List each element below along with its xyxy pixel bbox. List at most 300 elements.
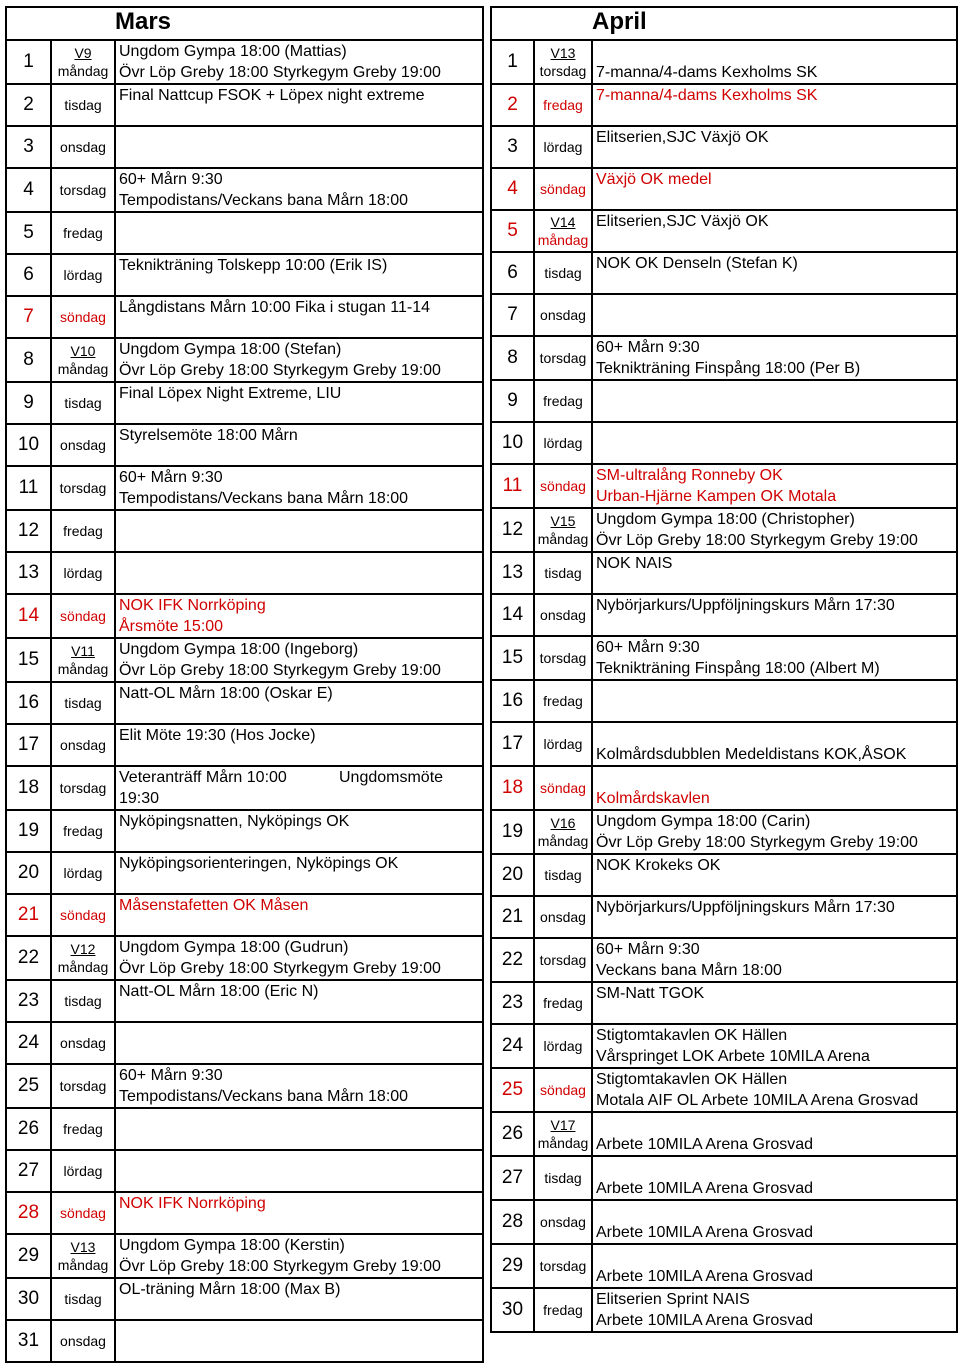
weekday-cell — [51, 1022, 115, 1064]
day-row — [491, 938, 957, 982]
weekday-name: söndag — [540, 780, 586, 796]
day-row — [6, 382, 483, 424]
event-cell — [115, 594, 483, 638]
day-number: 17 — [491, 722, 534, 766]
weekday-cell — [51, 594, 115, 638]
weekday-name: torsdag — [59, 780, 107, 796]
day-number: 23 — [491, 982, 534, 1024]
day-number: 11 — [491, 464, 534, 508]
weekday-cell — [51, 894, 115, 936]
weekday-name: tisdag — [64, 1291, 102, 1307]
event-cell — [115, 1192, 483, 1234]
day-row — [491, 168, 957, 210]
event-cell — [592, 552, 957, 594]
day-number: 10 — [491, 422, 534, 464]
month-title: April — [592, 7, 957, 40]
event-cell — [115, 40, 483, 84]
weekday-name: tisdag — [64, 395, 102, 411]
day-row — [491, 854, 957, 896]
day-number: 6 — [491, 252, 534, 294]
event-line: Elitserien,SJC Växjö OK — [596, 213, 769, 230]
weekday-name: onsdag — [60, 1333, 106, 1349]
event-cell — [592, 252, 957, 294]
event-cell — [115, 1234, 483, 1278]
day-row — [6, 1234, 483, 1278]
event-line — [596, 767, 956, 788]
weekday-cell — [51, 852, 115, 894]
event-cell — [115, 894, 483, 936]
weekday-name: fredag — [63, 523, 103, 539]
event-line: 60+ Mårn 9:30 — [119, 171, 223, 188]
event-cell — [115, 936, 483, 980]
event-line: NOK IFK Norrköping — [119, 597, 266, 614]
event-line: Växjö OK medel — [596, 171, 712, 188]
event-cell — [115, 1320, 483, 1362]
weekday-cell — [534, 594, 592, 636]
day-number: 15 — [6, 638, 51, 682]
weekday-cell — [51, 1278, 115, 1320]
weekday-cell — [534, 1068, 592, 1112]
weekday-name: söndag — [60, 309, 106, 325]
day-number: 8 — [491, 336, 534, 380]
weekday-name: onsdag — [540, 307, 586, 323]
day-number: 30 — [6, 1278, 51, 1320]
weekday-name: onsdag — [60, 1035, 106, 1051]
day-number: 20 — [6, 852, 51, 894]
weekday-name: söndag — [60, 608, 106, 624]
event-cell — [115, 1022, 483, 1064]
event-cell — [592, 938, 957, 982]
event-cell — [115, 296, 483, 338]
event-line — [596, 723, 956, 744]
event-line: 19:30 — [119, 790, 160, 807]
day-number: 31 — [6, 1320, 51, 1362]
event-line: Övr Löp Greby 18:00 Styrkegym Greby 19:00 — [596, 532, 918, 549]
event-cell — [115, 1150, 483, 1192]
weekday-name: söndag — [540, 478, 586, 494]
day-number: 14 — [491, 594, 534, 636]
day-number: 29 — [491, 1244, 534, 1288]
weekday-name: fredag — [63, 225, 103, 241]
event-line: Urban-Hjärne Kampen OK Motala — [596, 488, 837, 505]
event-cell — [115, 724, 483, 766]
weekday-cell — [534, 252, 592, 294]
weekday-cell — [51, 766, 115, 810]
day-number: 24 — [6, 1022, 51, 1064]
day-row — [491, 636, 957, 680]
day-row — [491, 40, 957, 84]
event-line: Elitserien Sprint NAIS — [596, 1291, 750, 1308]
event-cell — [592, 1112, 957, 1156]
event-line: Nybörjarkurs/Uppföljningskurs Mårn 17:30 — [596, 597, 895, 614]
weekday-cell — [51, 936, 115, 980]
weekday-cell — [51, 126, 115, 168]
weekday-name: lördag — [63, 267, 103, 283]
weekday-name: fredag — [543, 97, 583, 113]
week-number: V15 — [550, 513, 576, 529]
weekday-cell — [534, 982, 592, 1024]
day-number: 25 — [6, 1064, 51, 1108]
weekday-name: torsdag — [59, 182, 107, 198]
event-cell — [592, 1024, 957, 1068]
event-cell — [592, 294, 957, 336]
weekday-name: lördag — [63, 865, 103, 881]
event-line: Elitserien,SJC Växjö OK — [596, 129, 769, 146]
weekday-name: torsdag — [539, 350, 587, 366]
weekday-cell — [534, 1200, 592, 1244]
event-cell — [592, 40, 957, 84]
weekday-cell — [534, 294, 592, 336]
event-cell — [115, 424, 483, 466]
weekday-cell — [51, 382, 115, 424]
event-cell — [592, 380, 957, 422]
day-row — [491, 982, 957, 1024]
weekday-name: måndag — [57, 959, 109, 975]
event-line: Stigtomtakavlen OK Hällen — [596, 1071, 788, 1088]
event-cell — [115, 338, 483, 382]
weekday-cell — [534, 464, 592, 508]
event-cell — [592, 722, 957, 766]
weekday-name: onsdag — [60, 139, 106, 155]
week-number: V13 — [70, 1239, 96, 1255]
day-number: 30 — [491, 1288, 534, 1332]
event-line: Övr Löp Greby 18:00 Styrkegym Greby 19:00 — [119, 362, 441, 379]
event-line: Teknikträning Finspång 18:00 (Albert M) — [596, 660, 880, 677]
weekday-name: onsdag — [60, 437, 106, 453]
day-row — [6, 1320, 483, 1362]
event-cell — [115, 510, 483, 552]
day-number: 18 — [491, 766, 534, 810]
weekday-cell — [534, 680, 592, 722]
weekday-name: onsdag — [60, 737, 106, 753]
weekday-name: fredag — [543, 393, 583, 409]
day-row — [6, 1278, 483, 1320]
event-line: 7-manna/4-dams Kexholms SK — [596, 64, 818, 81]
event-line: Final Nattcup FSOK + Löpex night extreme — [119, 87, 425, 104]
day-row — [6, 1150, 483, 1192]
week-number: V17 — [550, 1117, 576, 1133]
day-row — [6, 724, 483, 766]
event-cell — [592, 1200, 957, 1244]
weekday-name: söndag — [540, 1082, 586, 1098]
day-row — [6, 254, 483, 296]
event-line: Arbete 10MILA Arena Grosvad — [596, 1224, 814, 1241]
weekday-cell — [51, 338, 115, 382]
event-line: 60+ Mårn 9:30 — [119, 1067, 223, 1084]
weekday-name: tisdag — [544, 867, 582, 883]
day-row — [491, 210, 957, 252]
event-cell — [115, 212, 483, 254]
day-number: 3 — [491, 126, 534, 168]
day-row — [6, 1064, 483, 1108]
weekday-cell — [534, 636, 592, 680]
event-cell — [115, 810, 483, 852]
day-number: 21 — [491, 896, 534, 938]
day-number: 4 — [491, 168, 534, 210]
day-number: 22 — [6, 936, 51, 980]
weekday-cell — [534, 1288, 592, 1332]
day-row — [6, 212, 483, 254]
event-line: Vårspringet LOK Arbete 10MILA Arena — [596, 1048, 870, 1065]
event-line — [596, 41, 956, 62]
event-line: Teknikträning Finspång 18:00 (Per B) — [596, 360, 861, 377]
day-row — [491, 1068, 957, 1112]
weekday-cell — [51, 724, 115, 766]
week-number: V11 — [71, 643, 95, 659]
weekday-name: måndag — [537, 531, 589, 547]
weekday-name: måndag — [57, 661, 109, 677]
day-number: 16 — [491, 680, 534, 722]
day-number: 10 — [6, 424, 51, 466]
day-row — [6, 766, 483, 810]
event-cell — [115, 638, 483, 682]
weekday-name: onsdag — [540, 607, 586, 623]
weekday-cell — [534, 508, 592, 552]
weekday-name: onsdag — [540, 909, 586, 925]
day-number: 28 — [6, 1192, 51, 1234]
day-number: 21 — [6, 894, 51, 936]
event-cell — [115, 1278, 483, 1320]
event-cell — [115, 168, 483, 212]
event-line: NOK NAIS — [596, 555, 673, 572]
weekday-name: fredag — [543, 995, 583, 1011]
day-number: 29 — [6, 1234, 51, 1278]
day-row — [491, 1200, 957, 1244]
day-number: 19 — [491, 810, 534, 854]
event-line: Stigtomtakavlen OK Hällen — [596, 1027, 788, 1044]
weekday-name: torsdag — [59, 480, 107, 496]
event-cell — [592, 854, 957, 896]
weekday-cell — [534, 126, 592, 168]
day-row — [491, 1288, 957, 1332]
weekday-name: lördag — [63, 565, 103, 581]
event-cell — [115, 766, 483, 810]
weekday-cell — [51, 1320, 115, 1362]
weekday-name: lördag — [543, 736, 583, 752]
day-number: 14 — [6, 594, 51, 638]
weekday-cell — [534, 854, 592, 896]
day-number: 12 — [6, 510, 51, 552]
event-line: Långdistans Mårn 10:00 Fika i stugan 11-14 — [119, 299, 431, 316]
day-number: 13 — [491, 552, 534, 594]
weekday-name: tisdag — [544, 565, 582, 581]
day-number: 5 — [491, 210, 534, 252]
weekday-cell — [51, 466, 115, 510]
weekday-cell — [51, 424, 115, 466]
event-line: Tempodistans/Veckans bana Mårn 18:00 — [119, 1088, 409, 1105]
day-row — [6, 682, 483, 724]
event-cell — [592, 422, 957, 464]
day-row — [491, 422, 957, 464]
event-line: 60+ Mårn 9:30 — [119, 469, 223, 486]
day-row — [491, 464, 957, 508]
event-cell — [592, 896, 957, 938]
weekday-cell — [51, 1064, 115, 1108]
event-line: Arbete 10MILA Arena Grosvad — [596, 1180, 814, 1197]
day-number: 7 — [6, 296, 51, 338]
week-number: V10 — [70, 343, 96, 359]
day-row — [6, 466, 483, 510]
day-row — [491, 722, 957, 766]
event-line: Styrelsemöte 18:00 Mårn — [119, 427, 298, 444]
day-number: 25 — [491, 1068, 534, 1112]
weekday-name: måndag — [57, 361, 109, 377]
weekday-cell — [51, 552, 115, 594]
day-row — [491, 126, 957, 168]
day-number: 2 — [491, 84, 534, 126]
event-line: Natt-OL Mårn 18:00 (Oskar E) — [119, 685, 333, 702]
weekday-cell — [534, 1244, 592, 1288]
day-row — [6, 424, 483, 466]
weekday-name: måndag — [537, 232, 589, 248]
weekday-cell — [534, 552, 592, 594]
weekday-cell — [534, 722, 592, 766]
event-cell — [115, 682, 483, 724]
event-cell — [592, 464, 957, 508]
day-row — [6, 852, 483, 894]
event-cell — [115, 466, 483, 510]
event-line — [596, 1201, 956, 1222]
event-cell — [592, 508, 957, 552]
event-line — [596, 1157, 956, 1178]
weekday-cell — [51, 638, 115, 682]
event-line — [596, 1245, 956, 1266]
event-line: NOK Krokeks OK — [596, 857, 721, 874]
event-cell — [115, 84, 483, 126]
weekday-cell — [51, 1150, 115, 1192]
day-number: 20 — [491, 854, 534, 896]
day-number: 6 — [6, 254, 51, 296]
event-line: Ungdom Gympa 18:00 (Ingeborg) — [119, 641, 359, 658]
event-line: Arbete 10MILA Arena Grosvad — [596, 1136, 814, 1153]
day-row — [6, 980, 483, 1022]
day-row — [491, 1156, 957, 1200]
month-title: Mars — [115, 7, 483, 40]
event-line: Final Löpex Night Extreme, LIU — [119, 385, 342, 402]
event-line: Nyköpingsnatten, Nyköpings OK — [119, 813, 350, 830]
week-number: V16 — [550, 815, 576, 831]
event-line: Ungdom Gympa 18:00 (Gudrun) — [119, 939, 349, 956]
weekday-name: måndag — [57, 63, 109, 79]
day-number: 8 — [6, 338, 51, 382]
day-number: 2 — [6, 84, 51, 126]
weekday-cell — [534, 210, 592, 252]
weekday-name: måndag — [57, 1257, 109, 1273]
day-row — [491, 252, 957, 294]
day-row — [491, 380, 957, 422]
day-row — [491, 1112, 957, 1156]
weekday-cell — [534, 810, 592, 854]
event-line: Elit Möte 19:30 (Hos Jocke) — [119, 727, 316, 744]
event-cell — [592, 1244, 957, 1288]
event-cell — [592, 126, 957, 168]
weekday-cell — [51, 84, 115, 126]
day-number: 22 — [491, 938, 534, 982]
event-cell — [592, 84, 957, 126]
event-cell — [592, 168, 957, 210]
week-number: V9 — [74, 45, 92, 61]
day-row — [6, 510, 483, 552]
day-row — [6, 1022, 483, 1064]
event-line: Veteranträff Mårn 10:00 Ungdomsmöte — [119, 769, 444, 786]
week-number: V12 — [70, 941, 96, 957]
event-tab: Ungdomsmöte — [339, 769, 444, 786]
event-line: OL-träning Mårn 18:00 (Max B) — [119, 1281, 341, 1298]
weekday-name: torsdag — [539, 650, 587, 666]
weekday-cell — [51, 1192, 115, 1234]
event-cell — [592, 766, 957, 810]
day-number: 23 — [6, 980, 51, 1022]
weekday-cell — [51, 168, 115, 212]
april-calendar — [490, 6, 958, 1333]
day-row — [491, 508, 957, 552]
day-row — [6, 894, 483, 936]
day-number: 9 — [491, 380, 534, 422]
event-cell — [592, 594, 957, 636]
event-line — [596, 1113, 956, 1134]
weekday-cell — [51, 1108, 115, 1150]
weekday-name: söndag — [60, 1205, 106, 1221]
week-number: V14 — [550, 214, 576, 230]
weekday-cell — [534, 336, 592, 380]
weekday-name: fredag — [63, 823, 103, 839]
day-number: 7 — [491, 294, 534, 336]
day-row — [491, 1024, 957, 1068]
day-row — [6, 810, 483, 852]
weekday-cell — [51, 682, 115, 724]
weekday-name: fredag — [543, 1302, 583, 1318]
event-cell — [115, 980, 483, 1022]
weekday-cell — [51, 810, 115, 852]
day-number: 11 — [6, 466, 51, 510]
day-row — [491, 336, 957, 380]
event-line: 7-manna/4-dams Kexholms SK — [596, 87, 818, 104]
weekday-name: måndag — [537, 833, 589, 849]
event-cell — [592, 1068, 957, 1112]
event-line: Övr Löp Greby 18:00 Styrkegym Greby 19:00 — [119, 662, 441, 679]
weekday-name: torsdag — [59, 1078, 107, 1094]
day-number: 26 — [491, 1112, 534, 1156]
day-row — [491, 552, 957, 594]
weekday-cell — [534, 1024, 592, 1068]
day-row — [6, 1108, 483, 1150]
day-row — [6, 126, 483, 168]
weekday-cell — [51, 40, 115, 84]
weekday-name: fredag — [63, 1121, 103, 1137]
weekday-name: onsdag — [540, 1214, 586, 1230]
event-cell — [115, 254, 483, 296]
week-number: V13 — [550, 45, 576, 61]
weekday-name: torsdag — [539, 63, 587, 79]
weekday-name: tisdag — [64, 695, 102, 711]
weekday-cell — [534, 422, 592, 464]
day-number: 19 — [6, 810, 51, 852]
weekday-cell — [51, 1234, 115, 1278]
weekday-name: tisdag — [544, 265, 582, 281]
event-line: Teknikträning Tolskepp 10:00 (Erik IS) — [119, 257, 388, 274]
day-number: 1 — [491, 40, 534, 84]
event-line: Ungdom Gympa 18:00 (Mattias) — [119, 43, 347, 60]
day-row — [491, 594, 957, 636]
event-cell — [592, 336, 957, 380]
day-number: 17 — [6, 724, 51, 766]
event-line: 60+ Mårn 9:30 — [596, 941, 700, 958]
weekday-name: fredag — [543, 693, 583, 709]
weekday-cell — [534, 40, 592, 84]
weekday-cell — [534, 1156, 592, 1200]
event-line: NOK OK Denseln (Stefan K) — [596, 255, 798, 272]
weekday-cell — [534, 84, 592, 126]
